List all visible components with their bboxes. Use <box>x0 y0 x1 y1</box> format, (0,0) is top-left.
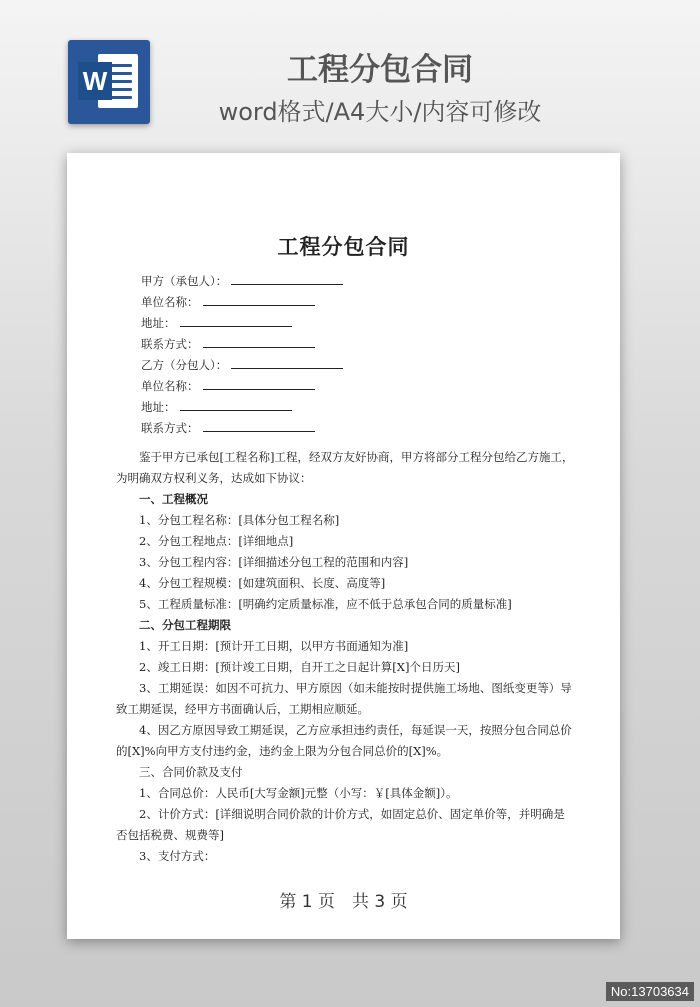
section-heading: 一、工程概况 <box>139 492 208 506</box>
watermark-id: No:13703634 <box>606 982 694 1001</box>
clause: 3、支付方式： <box>139 849 216 863</box>
field-contact-b: 联系方式： <box>141 417 343 438</box>
field-address-b: 地址： <box>141 396 343 417</box>
clause: 2、分包工程地点：[详细地点] <box>139 534 294 548</box>
document-page <box>67 153 620 939</box>
document-title: 工程分包合同 <box>277 234 410 259</box>
banner-title: 工程分包合同 <box>287 52 473 88</box>
blank-line <box>203 333 315 348</box>
blank-line <box>203 417 315 432</box>
field-contact-a: 联系方式： <box>141 333 343 354</box>
word-letter-w: W <box>78 62 112 100</box>
clause: 4、因乙方原因导致工期延误，乙方应承担违约责任，每延误一天，按照分包合同总价的[X]%向甲方支付违约金，违约金上限为分包合同总价的[X]%。 <box>116 723 572 758</box>
intro-paragraph: 鉴于甲方已承包[工程名称]工程，经双方友好协商，甲方将部分工程分包给乙方施工，为明确双方权利义务，达成如下协议： <box>116 450 574 485</box>
clause: 4、分包工程规模：[如建筑面积、长度、高度等] <box>139 576 386 590</box>
contract-body <box>116 447 576 867</box>
blank-line <box>180 312 292 327</box>
blank-line <box>231 354 343 369</box>
section-heading: 二、分包工程期限 <box>139 618 231 632</box>
party-fields <box>141 270 343 438</box>
blank-line <box>203 291 315 306</box>
clause: 2、计价方式：[详细说明合同价款的计价方式，如固定总价、固定单价等，并明确是否包括税费、规费等] <box>116 807 565 842</box>
field-party-b: 乙方（分包人）： <box>141 354 343 375</box>
section-heading: 三、合同价款及支付 <box>139 765 243 779</box>
clause: 5、工程质量标准：[明确约定质量标准，应不低于总承包合同的质量标准] <box>139 597 512 611</box>
banner-subtitle: word格式/A4大小/内容可修改 <box>218 98 542 126</box>
page-counter: 第 1 页 共 3 页 <box>279 892 408 912</box>
blank-line <box>180 396 292 411</box>
blank-line <box>203 375 315 390</box>
clause: 1、合同总价：人民币[大写金额]元整（小写：￥[具体金额]）。 <box>139 786 458 800</box>
field-address-a: 地址： <box>141 312 343 333</box>
clause: 3、工期延误：如因不可抗力、甲方原因（如未能按时提供施工场地、图纸变更等）导致工期延误，经甲方书面确认后，工期相应顺延。 <box>116 681 572 716</box>
clause: 1、分包工程名称：[具体分包工程名称] <box>139 513 340 527</box>
field-company-a: 单位名称： <box>141 291 343 312</box>
field-company-b: 单位名称： <box>141 375 343 396</box>
clause: 3、分包工程内容：[详细描述分包工程的范围和内容] <box>139 555 409 569</box>
blank-line <box>231 270 343 285</box>
field-party-a: 甲方（承包人）： <box>141 270 343 291</box>
clause: 1、开工日期：[预计开工日期，以甲方书面通知为准] <box>139 639 409 653</box>
clause: 2、竣工日期：[预计竣工日期，自开工之日起计算[X]个日历天] <box>139 660 460 674</box>
word-document-icon <box>68 40 150 124</box>
